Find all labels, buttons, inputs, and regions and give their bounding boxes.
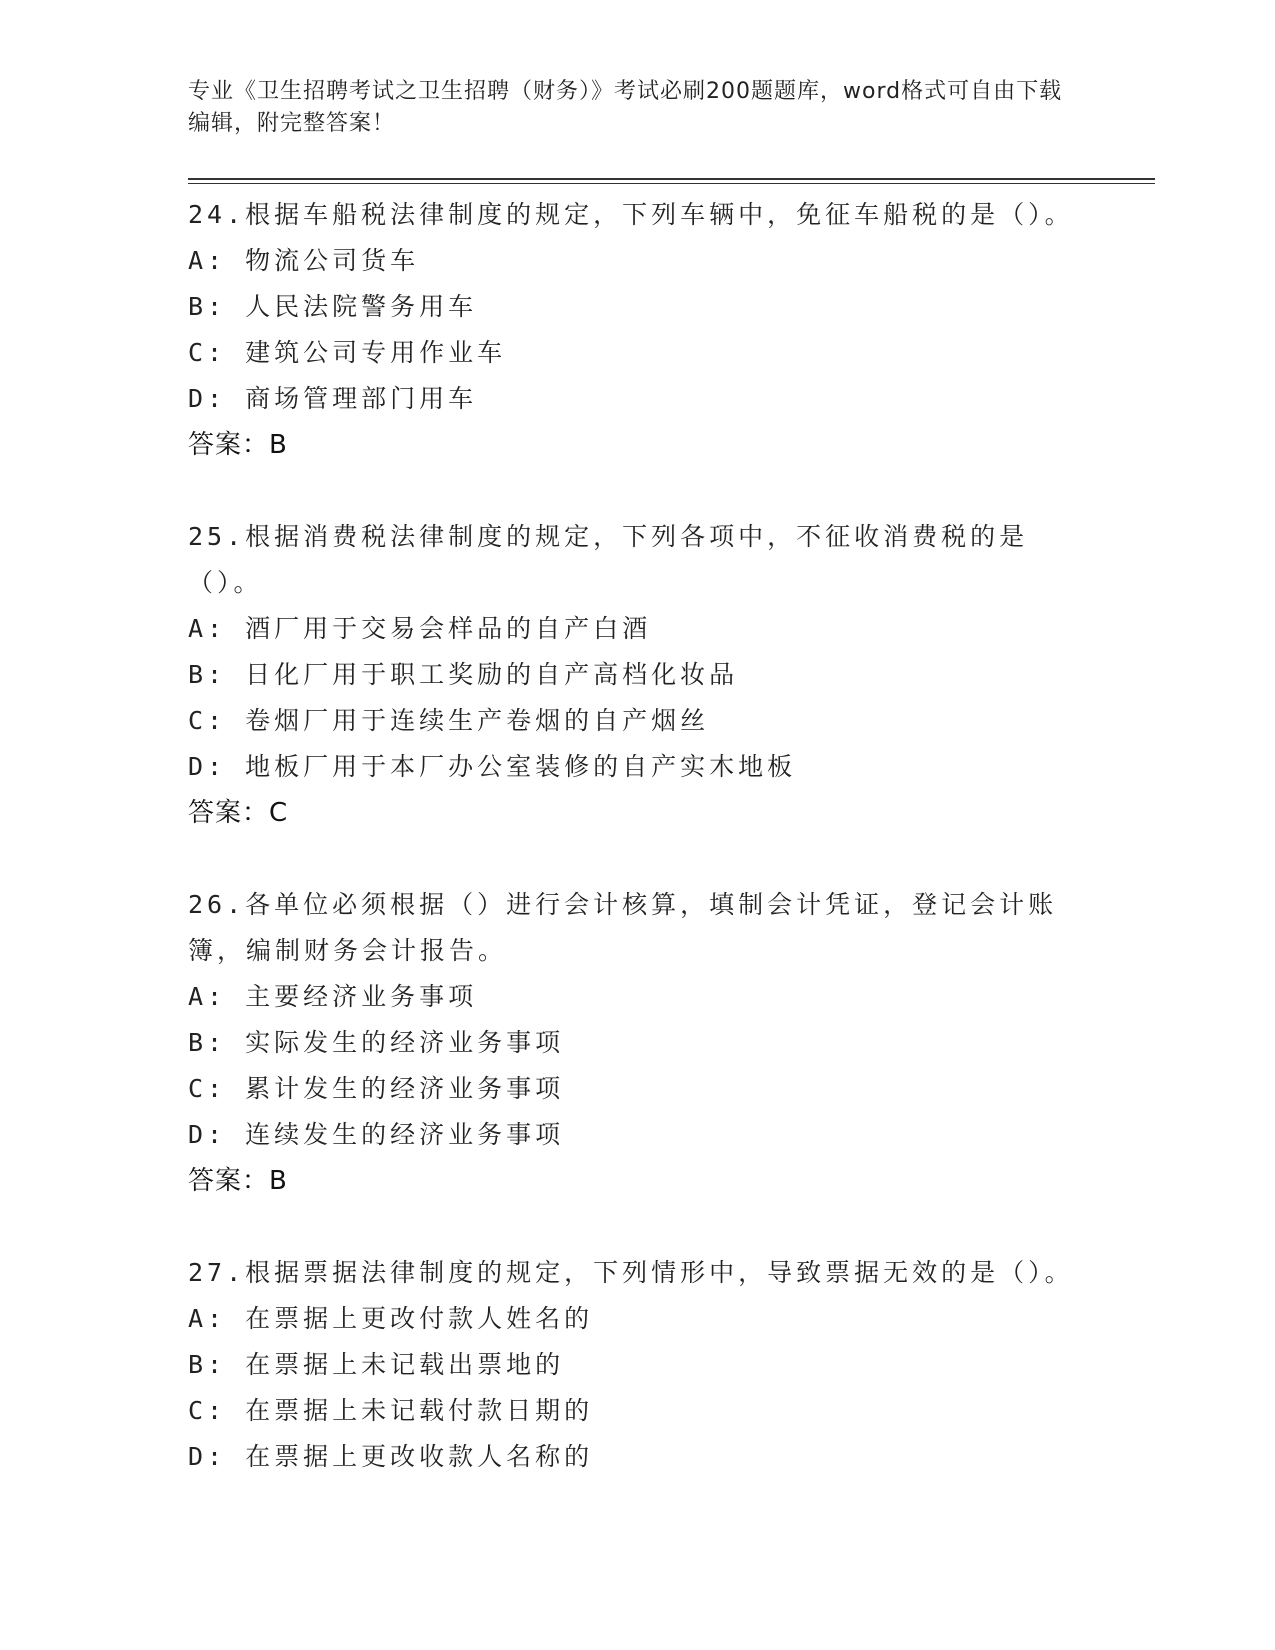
option-b: B: 人民法院警务用车 [188, 292, 478, 321]
answer-label: 答案：B [188, 430, 288, 460]
option-a: A: 主要经济业务事项 [188, 982, 478, 1011]
option-d: D: 在票据上更改收款人名称的 [188, 1442, 594, 1471]
header-divider-thick [188, 178, 1155, 180]
question-stem: 27.根据票据法律制度的规定，下列情形中，导致票据无效的是（）。 [188, 1258, 1074, 1287]
question-24 [188, 192, 1088, 468]
option-d: D: 地板厂用于本厂办公室装修的自产实木地板 [188, 752, 797, 781]
answer-label: 答案：C [188, 798, 289, 828]
option-d: D: 商场管理部门用车 [188, 384, 478, 413]
question-stem: 26.各单位必须根据（）进行会计核算，填制会计凭证，登记会计账簿，编制财务会计报告。 [188, 890, 1058, 965]
question-list [188, 192, 1088, 1526]
option-a: A: 酒厂用于交易会样品的自产白酒 [188, 614, 652, 643]
question-stem: 25.根据消费税法律制度的规定，下列各项中，不征收消费税的是（）。 [188, 522, 1029, 597]
option-c: C: 在票据上未记载付款日期的 [188, 1396, 594, 1425]
option-b: B: 实际发生的经济业务事项 [188, 1028, 565, 1057]
option-c: C: 卷烟厂用于连续生产卷烟的自产烟丝 [188, 706, 710, 735]
question-stem: 24.根据车船税法律制度的规定，下列车辆中，免征车船税的是（）。 [188, 200, 1074, 229]
option-a: A: 在票据上更改付款人姓名的 [188, 1304, 594, 1333]
option-b: B: 日化厂用于职工奖励的自产高档化妆品 [188, 660, 739, 689]
answer-label: 答案：B [188, 1166, 288, 1196]
question-26 [188, 882, 1088, 1204]
question-25 [188, 514, 1088, 836]
option-a: A: 物流公司货车 [188, 246, 420, 275]
option-c: C: 累计发生的经济业务事项 [188, 1074, 565, 1103]
option-c: C: 建筑公司专用作业车 [188, 338, 507, 367]
question-27 [188, 1250, 1088, 1480]
option-d: D: 连续发生的经济业务事项 [188, 1120, 565, 1149]
header-divider-thin [188, 183, 1155, 184]
option-b: B: 在票据上未记载出票地的 [188, 1350, 565, 1379]
document-header: 专业《卫生招聘考试之卫生招聘（财务）》考试必刷200题题库，word格式可自由下载编辑，附完整答案！ [188, 79, 1063, 136]
